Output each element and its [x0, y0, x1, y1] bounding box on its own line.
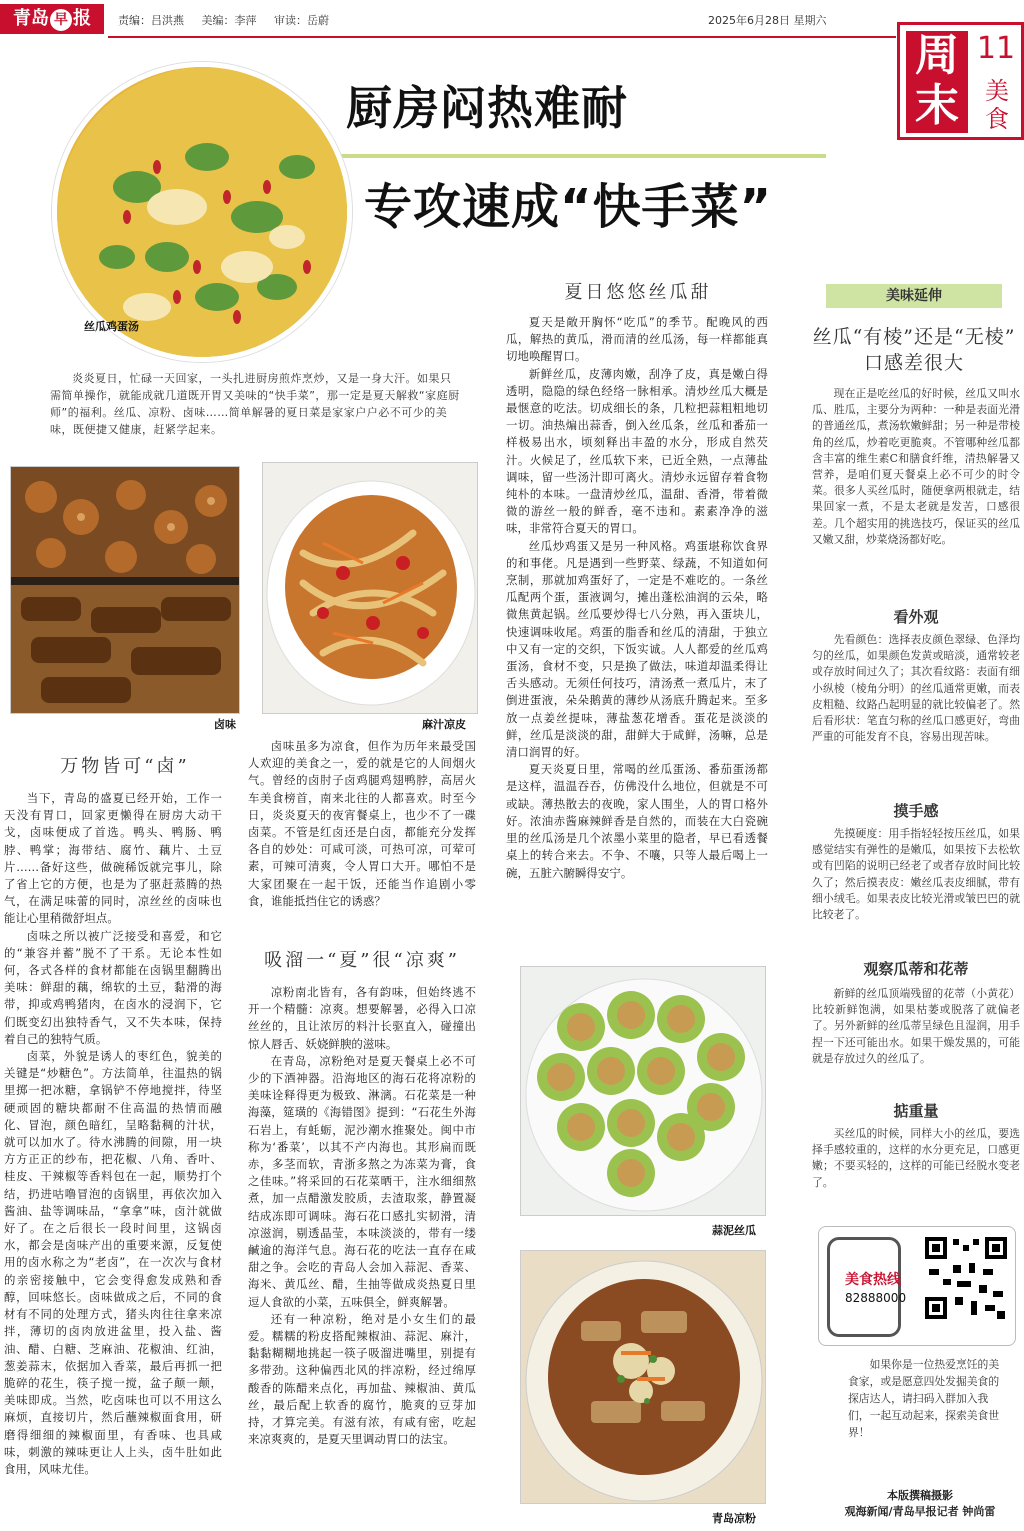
designer-credit: 美编：李萍 — [201, 14, 257, 27]
sidebar-weight-paragraph: 买丝瓜的时候，同样大小的丝瓜，要选择手感较重的，这样的水分更充足，口感更嫩；不要买轻的，这样的可能已经脱水变老了。 — [812, 1127, 1020, 1189]
sidebar-title — [808, 324, 1020, 376]
qr-code-icon[interactable] — [923, 1235, 1009, 1321]
headline-line2: 专攻速成“快手菜” — [364, 179, 773, 235]
lu-section-title: 万物皆可“卤” — [60, 756, 190, 777]
sidebar-text-weight — [812, 1126, 1020, 1216]
caption-qingdao-liangfen: 青岛凉粉 — [712, 1512, 756, 1525]
sidebar-heading-touch: 摸手感 — [893, 802, 939, 820]
lu-paragraph-1: 当下，青岛的盛夏已经开始，工作一天没有胃口，回家更懒得在厨房大动干戈，卤味便成了首选。鸭头、鸭肠、鸭脖、鸭掌；海带结、腐竹、藕片、土豆片……备好这些，做碗稀饭就完事儿，除了省上它的方便，也是为了驱赶蒸腾的热气，在满足味蕾的同时，凉丝丝的卤味也能让心里稍微舒坦点。 — [4, 791, 222, 926]
section-badge — [897, 22, 1024, 140]
food-hotline-box — [818, 1226, 1016, 1346]
sidebar-touch-paragraph: 先摸硬度：用手指轻轻按压丝瓜，如果感觉结实有弹性的是嫩瓜，如果按下去松软或有凹陷的说明已经老了或者存放时间比较久了；然后摸表皮：嫩丝瓜表皮细腻，带有细小绒毛。如果表皮比较光滑或皱巴巴的就比较老了。 — [812, 827, 1020, 922]
liangfen-paragraph-2: 在青岛，凉粉绝对是夏天餐桌上必不可少的下酒神器。沿海地区的海石花将凉粉的美味诠释得更为极致、淋漓。石花菜是一种海藻，筵璜的《海错图》提到：“石花生外海石岩上，有蚝蛎，泥沙潮水推聚处。闽中市称为‘番菜’，以其不产内海也。其形扁而既赤，多茎而软，青浙多熬之为冻菜为膏，食之佳味。”将采回的石花菜晒干，注水细细熬煮，加一点醋激发胶质，去渣取浆，静置凝结成冻即可调味。海石花口感扎实韧滑，清凉滋润，剔透晶莹，本味淡淡的，带有一缕鹹逾的海洋气息。海石花的吃法一直存在咸甜之争。会吃的青岛人会加入蒜泥、香菜、海米、黄瓜丝、醋，生抽等做成炎热夏日里逗人食欲的小菜，五味俱全，鲜爽解暑。 — [248, 1053, 476, 1309]
caption-garlic-sigua: 蒜泥丝瓜 — [712, 1224, 756, 1237]
liangfen-section-text — [248, 984, 476, 1530]
sidebar-text-look — [812, 632, 1020, 794]
sigua-section-text — [506, 314, 768, 952]
photo-mala-liangpi — [262, 462, 478, 714]
sidebar-tag: 美味延伸 — [826, 284, 1002, 308]
sidebar-paragraph: 现在正是吃丝瓜的好时候，丝瓜又叫水瓜、胜瓜，主要分为两种：一种是表面光滑的普通丝瓜，煮汤软嫩鲜甜；另一种是带棱角的丝瓜，炒着吃更脆爽。不管哪种丝瓜都含丰富的维生素C和膳食纤维，清热解暑又营养，是咱们夏天餐桌上必不可少的时令菜。很多人买丝瓜时，随便拿两根就走，结果回家一煮，不是太老就是发苦，口感很差。几个超实用的挑选技巧，保证买的丝瓜又嫩又甜，炒菜烧汤都好吃。 — [812, 387, 1020, 546]
community-invite: 如果你是一位热爱烹饪的美食家，或是愿意四处发掘美食的探店达人，请扫码入群加入我们，一起互动起来，探索美食世界！ — [848, 1358, 1000, 1439]
lu-section-text — [4, 790, 222, 1530]
sidebar-heading-weight: 掂重量 — [893, 1102, 939, 1120]
byline-line1: 本版撰稿摄影 — [887, 1489, 953, 1502]
proof-credit: 审读：岳蔚 — [274, 14, 329, 27]
sidebar-stem-paragraph: 新鲜的丝瓜顶端残留的花蒂（小黄花）比较新鲜饱满，如果枯萎或脱落了就偏老了。另外新鲜的丝瓜蒂呈绿色且湿润，用手捏一下还可能出水。如果干燥发黑的，可能就是存放过久的丝瓜了。 — [812, 987, 1020, 1065]
sigua-paragraph-2: 新鲜丝瓜，皮薄肉嫩，刮净了皮，真是嫩白得透明，隐隐的绿色经络一脉相承。清炒丝瓜大概是最惬意的吃法。切成细长的条，几粒把蒜粗粗地切一切。油热煸出蒜香，倒入丝瓜条，丝瓜和番茄一样极易出水，顷刻释出丰盈的水分，形成自然芡汁。火候足了，丝瓜软下来，已近全熟，一点薄盐调味，留一些汤汁即可离火。清炒永远留存着食物纯朴的本味。一盘清炒丝瓜，温甜、香滑，带着微微的游丝一般的鲜香，毫不违和。素素净净的滋味，非常符合夏天的胃口。 — [506, 366, 768, 536]
sidebar-text-stem — [812, 986, 1020, 1094]
sidebar-heading-stem: 观察瓜蒂和花蒂 — [863, 960, 969, 978]
sidebar-text-touch — [812, 826, 1020, 952]
section-label: 美食 — [985, 77, 1009, 133]
sigua-paragraph-1: 夏天是敞开胸怀“吃瓜”的季节。配晚风的西瓜，解热的黄瓜，滑而清的丝瓜汤，每一样都能真切地唤醒胃口。 — [506, 315, 768, 364]
byline-line2: 观海新闻/青岛早报记者 钟尚雷 — [844, 1505, 996, 1518]
masthead-rule — [108, 36, 896, 38]
section-zhou: 周末 — [906, 31, 968, 133]
lu-paragraph-2: 卤味之所以被广泛接受和喜爱，和它的“兼容并蓄”脱不了干系。无论本性如何，各式各样的食材都能在卤锅里翻腾出美味：鲜甜的藕，绵软的土豆，黏滑的海带，抑或鸡鸭猪肉，在卤水的浸润下，它们既变幻出独特香气，又不失本味，保持着自己的独特气质。 — [4, 928, 222, 1046]
sigua-section-title: 夏日悠悠丝瓜甜 — [564, 282, 712, 303]
editor-credit: 责编：吕洪燕 — [118, 14, 184, 27]
newspaper-logo — [0, 4, 104, 34]
lu-paragraph-3: 卤菜，外貌是诱人的枣红色，貌美的关键是“炒糖色”。方法简单，往温热的锅里掷一把冰糖，拿锅铲不停地搅拌，待坚硬顽固的糖块都耐不住高温的热情而融化、冒泡，颜色暗红，呈略黏稠的汁状，就可以加水了。待水沸腾的间隙，用一块方方正正的纱布，把花椒、八角、香叶、桂皮、干辣椒等香料包在一起，顺势打个结，扔进咕噜冒泡的卤锅里，再依次加入酱油、盐等调味品，“拿拿”味，卤汁就做好了。在之后很长一段时间里，这锅卤水，都会是卤味产出的重要来源，反复使用的卤水称之为“老卤”，在一次次与食材的亲密接触中，它会变得愈发成熟和香醇，回味悠长。卤味做成之后，不同的食材有不同的处理方式，猪头肉往往拿来凉拌，薄切的卤肉放进盆里，投入盐、酱油、醋、白糖、芝麻油、花椒油、红油，葱姜蒜末，依据加入香菜，最后再抓一把脆碎的花生，筷子搅一搅，盆子颠一颠，美味即成。当然，吃卤味也可以不用这么麻烦，直接切片，然后蘸辣椒面食用，研磨得细细的辣椒面里，有香味、也具咸味，刺激的辣味更让人上头，卤牛肚如此食用，风味尤佳。 — [4, 1049, 222, 1476]
sidebar-intro-text — [812, 386, 1020, 600]
sigua-paragraph-4: 夏天炎夏日里，常喝的丝瓜蛋汤、番茄蛋汤都是这样，温温吞吞，仿佛没什么地位，但就是不可或缺。薄热散去的夜晚，家人围坐，人的胃口格外好。浓油赤酱麻辣鲜香是自然的，而装在大白瓷碗里的丝瓜汤是几个浓墨小菜里的隐者，早已看透餐桌上的转合来去。不争、不嚷，只等人最后喝上一碗，五脏六腑瞬得安宁。 — [506, 762, 768, 880]
page-number: 11 — [976, 31, 1016, 66]
photo-qingdao-liangfen — [520, 1250, 766, 1504]
photo-sigua-egg-soup — [52, 62, 352, 362]
caption-top-photo: 丝瓜鸡蛋汤 — [84, 320, 139, 333]
staff-credits — [118, 12, 343, 28]
logo-text-c: 报 — [73, 8, 91, 29]
sidebar-heading-look: 看外观 — [893, 608, 939, 626]
sidebar-look-paragraph: 先看颜色：选择表皮颜色翠绿、色泽均匀的丝瓜，如果颜色发黄或暗淡，通常较老或存放时间过久了；其次看纹路：表面有细小纵棱（棱角分明）的丝瓜通常更嫩，而表皮粗糙、纹路凸起明显的就比较偏老了。然后看形状：笔直匀称的丝瓜口感更好，弯曲严重的可能发育不良，容易出现苦味。 — [812, 633, 1020, 744]
publish-date: 2025年6月28日 星期六 — [708, 14, 827, 27]
photo-lu-wei — [10, 466, 240, 714]
byline — [820, 1488, 1020, 1520]
liangfen-section-title: 吸溜一“夏”很“凉爽” — [264, 950, 460, 971]
lu-section-text-continued — [248, 738, 476, 934]
masthead — [0, 0, 1024, 40]
liangfen-paragraph-3: 还有一种凉粉，绝对是小女生们的最爱。糯糯的粉皮搭配辣椒油、蒜泥、麻汁，黏黏糊糊地挑起一筷子吸溜进嘴里，别提有多带劲。这种偏西北风的拌凉粉，经过绵厚酸香的陈醋来点化，再加盐、辣椒油、黄瓜丝，最后配上软香的腐竹，脆爽的豆芽加持，才算完美。有滋有浓，有咸有密，吃起来凉爽爽的，是夏天里调动胃口的法宝。 — [248, 1311, 476, 1447]
article-intro: 炎炎夏日，忙碌一天回家，一头扎进厨房煎炸烹炒，又是一身大汗。如果只需简单操作，就能成就几道既开胃又美味的“快手菜”，那一定是夏天解救“家庭厨师”的福利。丝瓜、凉粉、卤味……简单解暑的夏日菜是家家户户必不可少的美味，既便捷又健康，赶紧学起来。 — [50, 372, 460, 436]
sidebar-title-line1: 丝瓜“有棱”还是“无棱” — [812, 326, 1016, 348]
caption-lu-wei: 卤味 — [214, 718, 236, 731]
liangfen-paragraph-1: 凉粉南北皆有，各有韵味，但始终逃不开一个精髓：凉爽。想要解暑，必得入口凉丝丝的，且让浓厉的料汁长驱直入，碰撞出惊人唇舌、妖娆鲜腴的滋味。 — [248, 985, 476, 1051]
headline-line1: 厨房闷热难耐 — [346, 81, 628, 135]
photo-garlic-sigua — [520, 966, 766, 1216]
sigua-paragraph-3: 丝瓜炒鸡蛋又是另一种风格。鸡蛋堪称饮食界的和事佬。凡是遇到一些野菜、绿蔬，不知道如何烹制，那就加鸡蛋好了，一定是不难吃的。一条丝瓜配两个蛋，蛋液调匀，摊出蓬松油润的云朵，略微焦黄起锅。丝瓜要炒得七八分熟，再入蛋块儿，快速调味收尾。鸡蛋的脂香和丝瓜的清甜，于独立中又有一定的交织，下饭实诚。人人都爱的丝瓜鸡蛋汤，食材不变，只是换了做法，味道却温柔得让舌头感动。无须任何技巧，清汤煮一煮瓜片，末了倒进蛋液，朵朵鹅黄的薄纱从汤底升腾起来。至多放一点姜丝提味，薄盐葱花增香。蛋花是淡淡的鲜，丝瓜是淡淡的甜，甜鲜大于咸鲜，汤嘛，总是清口润胃的好。 — [506, 538, 768, 760]
logo-text-b: 早 — [50, 9, 72, 31]
hotline-label: 美食热线 — [845, 1272, 901, 1288]
sidebar-title-line2: 口感差很大 — [863, 352, 964, 374]
caption-mala-liangpi: 麻汁凉皮 — [422, 718, 466, 731]
logo-text-a: 青岛 — [13, 8, 49, 29]
lu-paragraph-4: 卤味虽多为凉食，但作为历年来最受国人欢迎的美食之一，爱的就是它的人间烟火气。曾经的卤肘子卤鸡腿鸡翅鸭脖，高居火车美食榜首，南来北往的人都喜欢。时至今日，炎炎夏天的夜宵餐桌上，也少不了一碟卤菜。不管是红卤还是白卤，都能充分发挥各自的妙处：可咸可淡，可热可凉，可荤可素，可辣可清爽，令人胃口大开。哪怕不是大家团聚在一起干饭，还能当作追剧小零食，谁能抵挡住它的诱惑？ — [248, 739, 476, 908]
hotline-number: 82888000 — [845, 1291, 907, 1305]
